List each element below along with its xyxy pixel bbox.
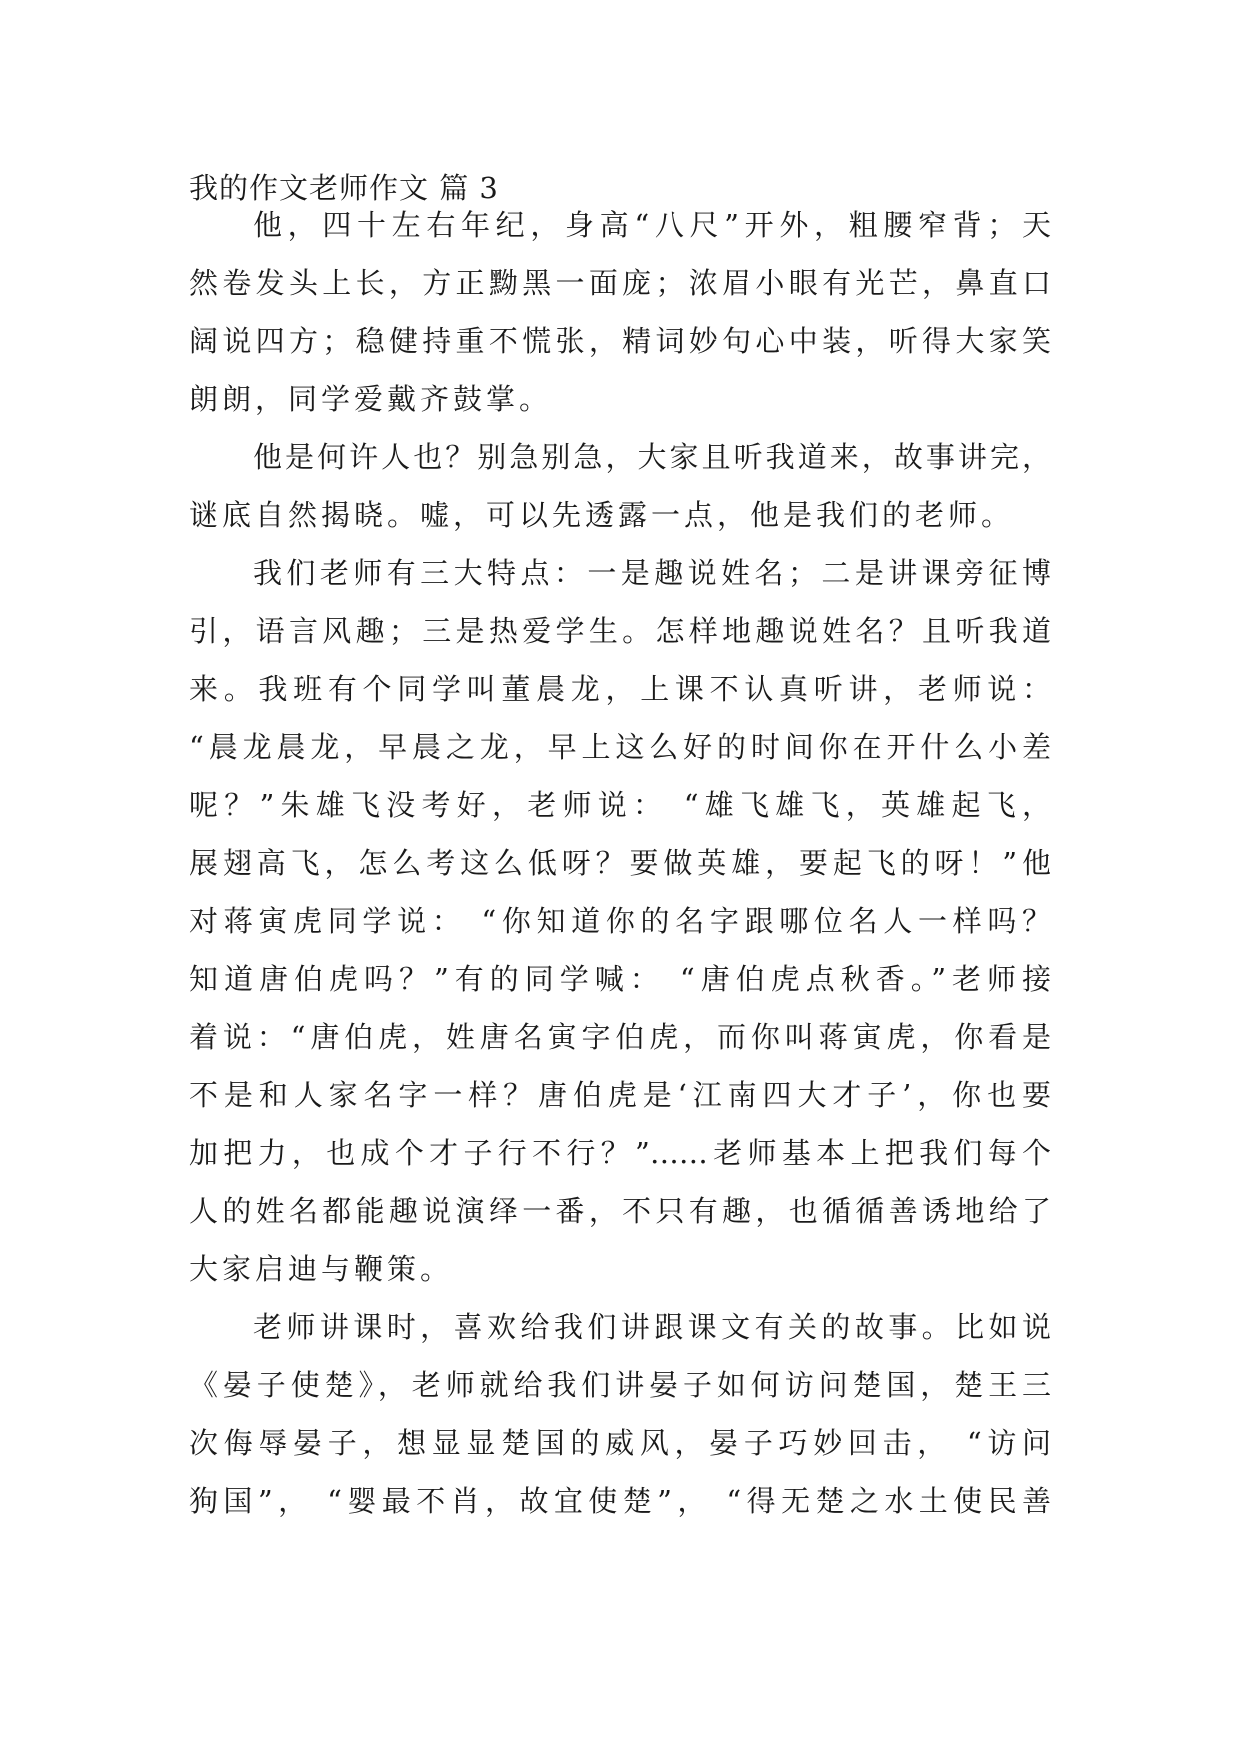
- text-line: 加把力，也成个才子行不行？”……老师基本上把我们每个: [189, 1136, 1051, 1170]
- text-line: “晨龙晨龙，早晨之龙，早上这么好的时间你在开什么小差: [189, 730, 1051, 764]
- text-line: 大家启迪与鞭策。: [189, 1252, 454, 1286]
- text-line: 老师讲课时，喜欢给我们讲跟课文有关的故事。比如说: [253, 1310, 1051, 1344]
- essay-title: 我的作文老师作文 篇 3: [189, 171, 499, 205]
- text-line: 谜底自然揭晓。嘘，可以先透露一点，他是我们的老师。: [189, 498, 1015, 532]
- text-line: 他，四十左右年纪，身高“八尺”开外，粗腰窄背；天: [253, 208, 1051, 242]
- text-line: 人的姓名都能趣说演绎一番，不只有趣，也循循善诱地给了: [189, 1194, 1051, 1228]
- text-line: 对蒋寅虎同学说： “你知道你的名字跟哪位名人一样吗？: [189, 904, 1051, 938]
- text-line: 我们老师有三大特点：一是趣说姓名；二是讲课旁征博: [253, 556, 1051, 590]
- text-line: 狗国”， “婴最不肖，故宜使楚”， “得无楚之水土使民善: [189, 1484, 1051, 1518]
- text-line: 他是何许人也？别急别急，大家且听我道来，故事讲完，: [253, 440, 1051, 474]
- text-line: 《晏子使楚》，老师就给我们讲晏子如何访问楚国，楚王三: [189, 1368, 1051, 1402]
- text-line: 朗朗，同学爱戴齐鼓掌。: [189, 382, 553, 416]
- text-line: 呢？”朱雄飞没考好，老师说： “雄飞雄飞，英雄起飞，: [189, 788, 1051, 822]
- text-line: 引，语言风趣；三是热爱学生。怎样地趣说姓名？且听我道: [189, 614, 1051, 648]
- text-line: 展翅高飞，怎么考这么低呀？要做英雄，要起飞的呀！”他: [189, 846, 1051, 880]
- text-line: 知道唐伯虎吗？”有的同学喊： “唐伯虎点秋香。”老师接: [189, 962, 1051, 996]
- text-line: 不是和人家名字一样？唐伯虎是‘江南四大才子’，你也要: [189, 1078, 1051, 1112]
- text-line: 来。我班有个同学叫董晨龙，上课不认真听讲，老师说：: [189, 672, 1051, 706]
- text-line: 阔说四方；稳健持重不慌张，精词妙句心中装，听得大家笑: [189, 324, 1051, 358]
- text-line: 然卷发头上长，方正黝黑一面庞；浓眉小眼有光芒，鼻直口: [189, 266, 1051, 300]
- text-line: 着说：“唐伯虎，姓唐名寅字伯虎，而你叫蒋寅虎，你看是: [189, 1020, 1051, 1054]
- text-line: 次侮辱晏子，想显显楚国的威风，晏子巧妙回击， “访问: [189, 1426, 1051, 1460]
